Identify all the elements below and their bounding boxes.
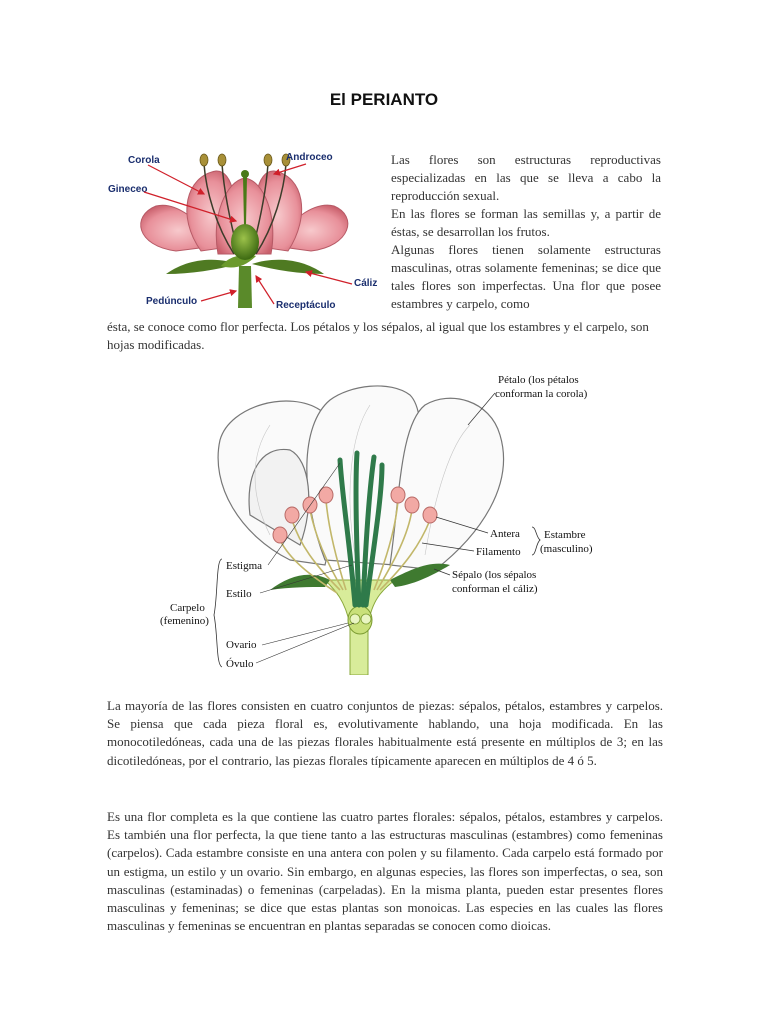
label-sepalo-line2: conforman el cáliz): [452, 583, 538, 595]
flower-diagram-lineart: [150, 365, 630, 675]
label-estambre-line2: (masculino): [540, 543, 593, 555]
label-petalo-line2: conforman la corola): [495, 388, 588, 400]
intro-text-column: [391, 151, 661, 313]
stalk-shape: [238, 266, 252, 308]
label-sepalo-line1: Sépalo (los sépalos: [452, 569, 537, 581]
label-androceo: Androceo: [286, 152, 333, 163]
intro-paragraph-3: Algunas flores tienen solamente estructuras masculinas, otras solamente femeninas; se dice que tales flores son imperfectas. Una flor que posee estambres y carpelo, como: [391, 242, 661, 311]
label-carpelo-line2: (femenino): [160, 615, 209, 627]
petal-outlines: [218, 386, 503, 570]
flower-diagram-colored: [106, 146, 384, 314]
page-title: El PERIANTO: [329, 90, 439, 109]
label-pedunculo: Pedúnculo: [146, 296, 198, 307]
intro-paragraph-1: Las flores son estructuras reproductivas especializadas en las que se lleva a cabo la reproducción sexual.: [391, 152, 661, 203]
label-carpelo-line1: Carpelo: [170, 602, 205, 614]
sepal-right: [390, 564, 450, 587]
label-estambre-line1: Estambre: [544, 529, 586, 541]
intro-text-full: [107, 318, 663, 354]
label-caliz: Cáliz: [354, 278, 378, 289]
paragraph-flor-completa: Es una flor completa es la que contiene las cuatro partes florales: sépalos, pétalos, estambres y carpelos. Es también una flor perfecta, la que tiene tanto a las estructuras masculinas (estambres) como femeninas (carpelos). Cada estambre consiste en una antera con polen y su filamento. Cada carpelo está formado por un estigma, un estilo y un ovario. Sin embargo, en algunas especies, las flores son imperfectas, o sea, son masculinas (estaminadas) o femeninas (carpeladas). En la misma planta, pueden estar presentes flores masculinas y femeninas; se dice que estas plantas son monoicas. Las especies en las cuales las flores masculinas y femeninas se encuentran en plantas separadas se conocen como dioicas.: [107, 809, 663, 934]
label-filamento: Filamento: [476, 546, 521, 558]
label-receptaculo: Receptáculo: [276, 300, 336, 311]
label-ovario: Ovario: [226, 639, 257, 651]
intro-paragraph-2: En las flores se forman las semillas y, a partir de éstas, se desarrollan los frutos.: [391, 206, 661, 239]
label-corola: Corola: [128, 155, 160, 166]
label-estilo: Estilo: [226, 588, 252, 600]
paragraph-piezas-florales: La mayoría de las flores consisten en cuatro conjuntos de piezas: sépalos, pétalos, estambres y carpelos. Se piensa que cada pieza floral es, evolutivamente hablando, una hoja modificada. En las monocotiledóneas, cada una de las piezas florales habitualmente está presente en múltiplos de 3; en las dicotiledóneas, por el contrario, las piezas florales típicamente aparecen en múltiplos de 4 ó 5.: [107, 698, 663, 768]
label-ovulo: Óvulo: [226, 658, 254, 670]
label-gineceo: Gineceo: [108, 184, 148, 195]
ovary-shape: [231, 224, 259, 260]
anther-shapes: [200, 154, 290, 166]
intro-paragraph-3-continued: ésta, se conoce como flor perfecta. Los pétalos y los sépalos, al igual que los estambres y el carpelo, son hojas modificadas.: [107, 319, 649, 352]
label-petalo-line1: Pétalo (los pétalos: [498, 374, 579, 386]
label-estigma: Estigma: [226, 560, 263, 572]
label-antera: Antera: [490, 528, 520, 540]
